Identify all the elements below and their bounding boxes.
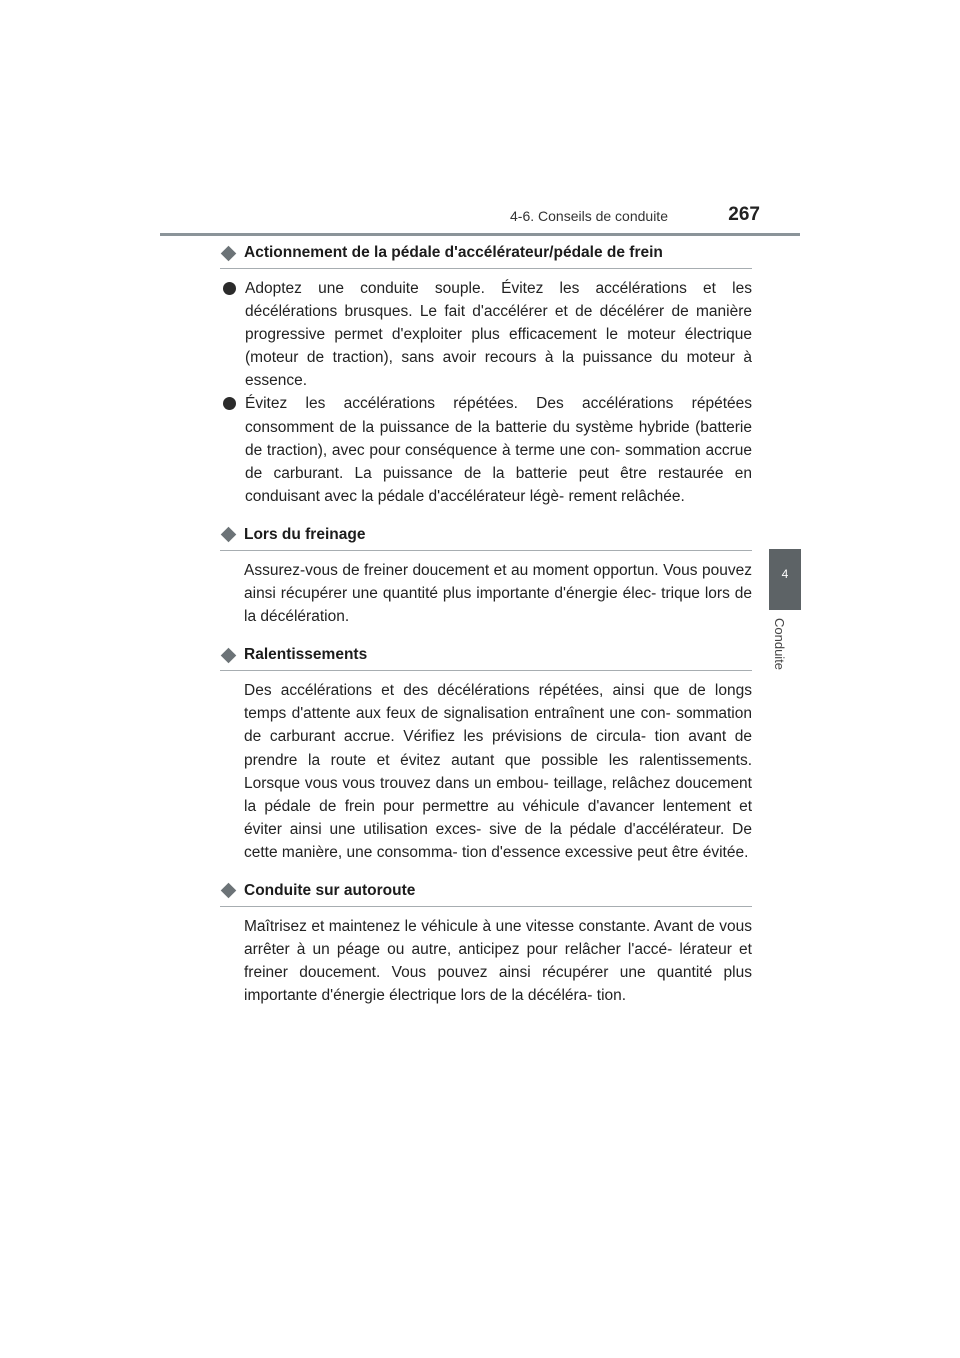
list-item [220,392,752,507]
section-traffic-jams [220,640,752,864]
page-content [220,238,752,1019]
section-title: Ralentissements [244,646,368,664]
bullet-icon [223,282,236,295]
section-heading [220,520,752,551]
diamond-icon [221,883,237,899]
bullet-icon [223,397,236,410]
page-number: 267 [728,204,760,225]
section-body: Des accélérations et des décélérations répétées, ainsi que de longs temps d'attente aux feux de signalisation entraînent une con- sommation de carburant accrue. Vérifiez les prévisions de circula- tion avant de prendre la route et évitez autant que possible les ralentissements. Lorsque vous vous trouvez dans un embou- teillage, relâchez doucement la pédale de frein pour permettre au véhicule d'avancer lentement et éviter ainsi une utilisation exces- sive de la pédale d'accélérateur. De cette manière, une consomma- tion d'essence excessive peut être évitée. [244,682,752,861]
section-braking [220,520,752,628]
section-title: Conduite sur autoroute [244,881,416,899]
section-highway-driving [220,876,752,1007]
section-heading [220,876,752,907]
section-heading [220,640,752,671]
chapter-label: Conduite [772,618,787,671]
section-title: Lors du freinage [244,525,366,543]
diamond-icon [221,527,237,543]
section-heading [220,238,752,269]
section-body: Maîtrisez et maintenez le véhicule à une vitesse constante. Avant de vous arrêter à un péage ou autre, anticipez pour relâcher l'accé- lérateur et freiner doucement. Vous pouvez ainsi récupérer une quantité plus importante d'énergie électrique lors de la décéléra- tion. [244,917,752,1005]
diamond-icon [221,245,237,261]
chapter-number: 4 [781,567,789,581]
section-pedal-operation [220,238,752,508]
page-header [160,204,800,236]
bullet-text: Évitez les accélérations répétées. Des accélérations répétées consomment de la puissance de la batterie du système hybride (batterie de traction), avec pour conséquence à terme une con- sommation accrue de carburant. La puissance de la batterie peut être restaurée en conduisant avec la pédale d'accélérateur légè- rement relâchée. [245,395,752,505]
section-title: Actionnement de la pédale d'accélérateur/pédale de frein [244,244,663,261]
chapter-tab [769,549,801,610]
diamond-icon [221,647,237,663]
list-item [220,277,752,392]
header-rule [160,233,800,236]
bullet-text: Adoptez une conduite souple. Évitez les accélérations et les décélérations brusques. Le fait d'accélérer et de décélérer de manière progressive permet d'exploiter plus efficacement le moteur électrique (moteur de traction), sans avoir recours à la puissance du moteur à essence. [245,280,752,390]
section-body: Assurez-vous de freiner doucement et au moment opportun. Vous pouvez ainsi récupérer une quantité plus importante d'énergie élec- trique lors de la décélération. [244,561,752,626]
section-path: 4-6. Conseils de conduite [510,208,668,224]
